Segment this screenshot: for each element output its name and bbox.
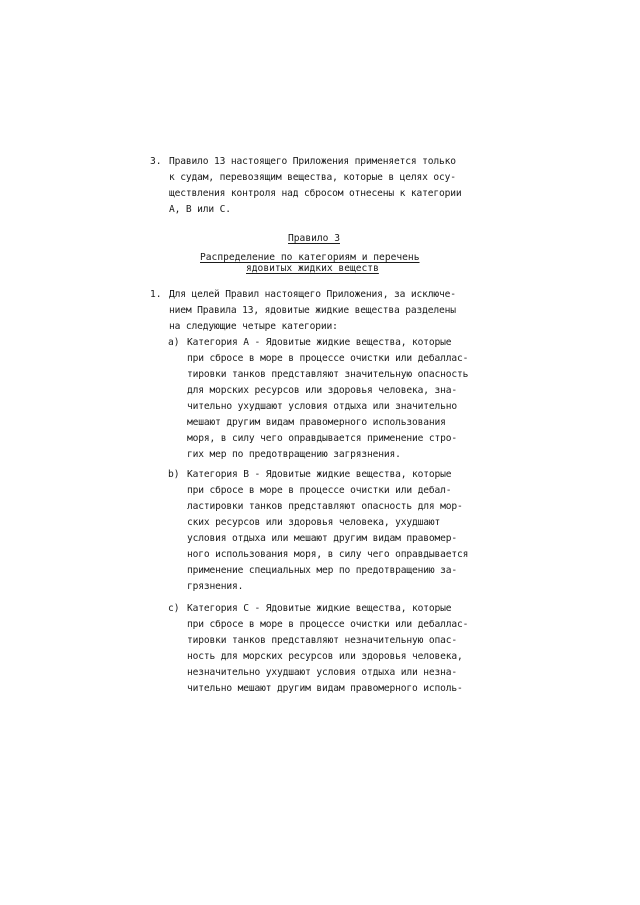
item-b-marker: b) <box>168 469 180 480</box>
item-a-line-1: Категория А - Ядовитые жидкие вещества, которые <box>187 337 452 348</box>
item-a-line-6: мешают другим видам правомерного использования <box>187 417 446 428</box>
item-c-line-3: тировки танков представляют незначительную опас- <box>187 635 458 646</box>
item-1-line-1: Для целей Правил настоящего Приложения, за исключе- <box>169 289 456 300</box>
item-3-number: 3. <box>150 156 162 167</box>
rule-subtitle-line-1: Распределение по категориям и перечень <box>200 252 420 263</box>
item-a-line-7: моря, в силу чего оправдывается применение стро- <box>187 433 458 444</box>
item-b-line-2: при сбросе в море в процессе очистки или дебал- <box>187 485 452 496</box>
item-1-line-2: нием Правила 13, ядовитые жидкие вещества разделены <box>169 305 456 316</box>
item-a-line-5: чительно ухудшают условия отдыха или значительно <box>187 401 458 412</box>
item-a-marker: a) <box>168 337 180 348</box>
item-c-line-1: Категория С - Ядовитые жидкие вещества, которые <box>187 603 452 614</box>
item-b-line-3: ластировки танков представляют опасность для мор- <box>187 501 463 512</box>
item-b-line-6: ного использования моря, в силу чего оправдывается <box>187 549 469 560</box>
item-b-line-1: Категория В - Ядовитые жидкие вещества, которые <box>187 469 452 480</box>
rule-title: Правило 3 <box>288 233 340 244</box>
item-3-line-1: Правило 13 настоящего Приложения применяется только <box>169 156 456 167</box>
item-3-line-3: ществления контроля над сбросом отнесены к категории <box>169 188 462 199</box>
item-a-line-4: для морских ресурсов или здоровья человека, зна- <box>187 385 458 396</box>
item-c-line-5: незначительно ухудшают условия отдыха или незна- <box>187 667 458 678</box>
item-b-line-8: грязнения. <box>187 581 244 592</box>
item-1-line-3: на следующие четыре категории: <box>169 321 338 332</box>
item-c-marker: c) <box>168 603 180 614</box>
item-b-line-4: ских ресурсов или здоровья человека, ухудшают <box>187 517 441 528</box>
item-3-line-2: к судам, перевозящим вещества, которые в целях осу- <box>169 172 456 183</box>
item-3-line-4: А, В или С. <box>169 204 231 215</box>
item-a-line-3: тировки танков представляют значительную опасность <box>187 369 469 380</box>
item-1-number: 1. <box>150 289 162 300</box>
item-c-line-2: при сбросе в море в процессе очистки или дебаллас- <box>187 619 469 630</box>
rule-subtitle-line-2: ядовитых жидких веществ <box>246 263 379 274</box>
item-a-line-8: гих мер по предотвращению загрязнения. <box>187 449 401 460</box>
item-b-line-7: применение специальных мер по предотвращению за- <box>187 565 458 576</box>
item-a-line-2: при сбросе в море в процессе очистки или дебаллас- <box>187 353 469 364</box>
item-c-line-4: ность для морских ресурсов или здоровья человека, <box>187 651 463 662</box>
item-b-line-5: условия отдыха или мешают другим видам правомер- <box>187 533 458 544</box>
item-c-line-6: чительно мешают другим видам правомерного исполь- <box>187 683 463 694</box>
